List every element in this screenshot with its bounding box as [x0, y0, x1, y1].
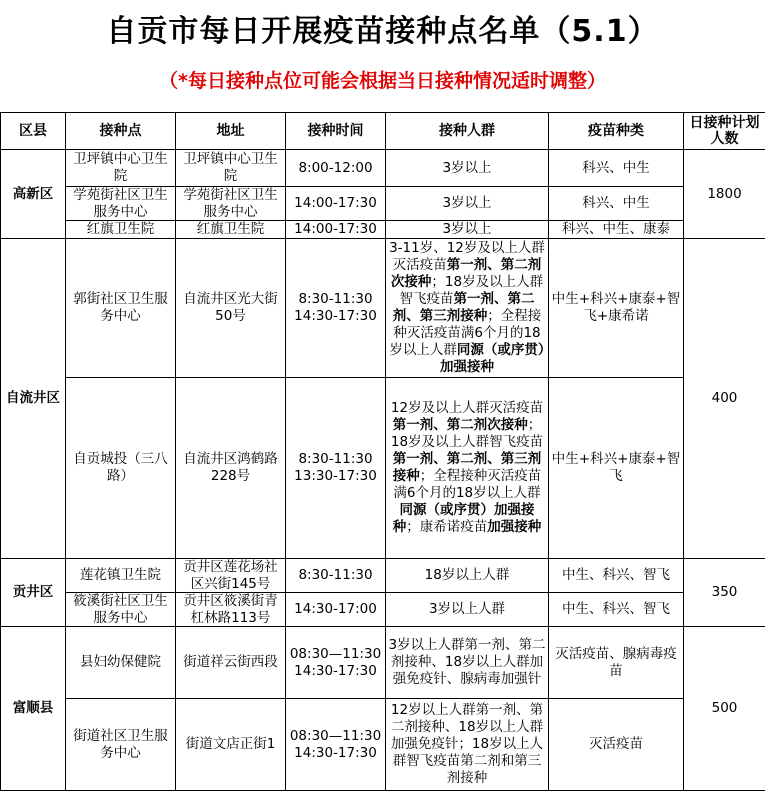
site-cell	[66, 187, 176, 221]
crowd-cell-text: 18岁以上人群	[424, 567, 510, 583]
plan-cell-text: 500	[711, 700, 738, 716]
time-cell-text: 8:30-11:30 13:30-17:30	[294, 451, 377, 484]
crowd-text-part: 12岁及以上人群灭活疫苗	[390, 400, 544, 416]
crowd-text-part: 第一剂、第二剂、第三剂接种	[392, 291, 535, 324]
crowd-cell-text: 3岁以上人群第一剂、第二剂接种、18岁以上人群加强免疫针、腺病毒加强针	[388, 637, 546, 687]
district-cell-text: 自流井区	[6, 390, 60, 406]
crowd-text-part: 第一剂、第二剂次接种	[392, 417, 528, 433]
table-row	[1, 187, 765, 221]
crowd-cell	[386, 239, 549, 378]
site-cell-text: 郭街社区卫生服务中心	[73, 291, 168, 324]
time-cell-text: 14:00-17:30	[294, 195, 377, 211]
address-cell-text: 街道文店正街1	[185, 736, 276, 752]
crowd-cell	[386, 378, 549, 559]
address-cell	[176, 221, 286, 239]
vaccination-table	[0, 112, 765, 791]
time-cell	[286, 187, 386, 221]
address-cell-text: 学苑街社区卫生服务中心	[183, 187, 278, 220]
address-cell-text: 自流井区鸿鹤路228号	[183, 451, 278, 484]
time-cell-text: 08:30—11:30 14:30-17:30	[289, 645, 382, 679]
site-cell-text: 筱溪街社区卫生服务中心	[73, 593, 168, 626]
time-cell	[286, 150, 386, 187]
header-crowd: 接种人群	[386, 113, 549, 150]
site-cell	[66, 699, 176, 791]
district-cell-text: 富顺县	[12, 700, 54, 716]
vaccine-cell	[549, 699, 684, 791]
crowd-cell	[386, 593, 549, 627]
crowd-cell-text	[388, 400, 546, 536]
site-cell	[66, 150, 176, 187]
site-cell-text: 自贡城投（三八路）	[73, 451, 168, 484]
table-row	[1, 150, 765, 187]
crowd-cell	[386, 221, 549, 239]
header-time: 接种时间	[286, 113, 386, 150]
vaccine-cell-text: 中生+科兴+康泰+智飞+康希诺	[551, 291, 681, 324]
crowd-text-part: ；全程接种灭活疫苗满6个月的18岁以上人群	[393, 468, 542, 501]
plan-cell-text: 1800	[707, 185, 742, 202]
site-cell	[66, 378, 176, 559]
time-cell	[286, 593, 386, 627]
site-cell	[66, 627, 176, 699]
crowd-text-part: 3-11岁、12岁及以上人群灭活疫苗	[389, 240, 545, 273]
crowd-cell	[386, 627, 549, 699]
time-cell-text: 8:30-11:30	[298, 567, 373, 583]
crowd-cell-text: 12岁以上人群第一剂、第二剂接种、18岁以上人群加强免疫针；18岁以上人群智飞疫苗第二剂和第三剂接种	[390, 702, 544, 786]
address-cell	[176, 699, 286, 791]
vaccine-cell	[549, 593, 684, 627]
time-cell	[286, 627, 386, 699]
crowd-text-part: ；全程接种灭活疫苗满6个月的18岁以上人群	[389, 308, 542, 358]
table-row	[1, 593, 765, 627]
site-cell-text: 县妇幼保健院	[80, 654, 161, 670]
plan-cell-text: 400	[711, 390, 738, 406]
address-cell-text: 街道祥云街西段	[183, 654, 278, 670]
address-cell	[176, 239, 286, 378]
header-plan: 日接种计划人数	[684, 113, 765, 150]
crowd-text-part: ；康希诺疫苗	[406, 519, 488, 535]
crowd-cell-text: 3岁以上	[442, 159, 492, 176]
table-row	[1, 627, 765, 699]
crowd-cell	[386, 699, 549, 791]
vaccine-cell-text: 中生、科兴、智飞	[562, 601, 670, 617]
vaccine-cell	[549, 239, 684, 378]
plan-cell	[684, 150, 765, 239]
address-cell-text: 自流井区光大街50号	[183, 291, 278, 324]
crowd-cell	[386, 559, 549, 593]
crowd-cell	[386, 187, 549, 221]
page-title: 自贡市每日开展疫苗接种点名单（5.1）	[106, 14, 659, 49]
crowd-text-part: ；18岁及以上人群智飞疫苗	[390, 417, 544, 450]
header-address: 地址	[176, 113, 286, 150]
address-cell-text: 贡井区筱溪街青杠林路113号	[183, 593, 278, 626]
site-cell	[66, 593, 176, 627]
site-cell-text: 学苑街社区卫生服务中心	[73, 187, 168, 220]
plan-cell	[684, 239, 765, 559]
crowd-cell-text	[388, 240, 546, 376]
address-cell	[176, 378, 286, 559]
time-cell-text: 8:30-11:30 14:30-17:30	[294, 291, 377, 324]
district-cell	[1, 559, 66, 627]
table-header-row	[1, 113, 765, 150]
vaccine-cell-text: 中生+科兴+康泰+智飞	[551, 451, 681, 484]
vaccine-cell	[549, 559, 684, 593]
crowd-text-part: 加强接种	[487, 519, 542, 535]
district-cell	[1, 627, 66, 791]
time-cell-text: 8:00-12:00	[298, 159, 373, 176]
vaccine-cell	[549, 221, 684, 239]
vaccine-cell	[549, 150, 684, 187]
site-cell	[66, 559, 176, 593]
vaccine-cell	[549, 378, 684, 559]
crowd-text-part: 同源（或序贯）加强接种	[392, 502, 535, 535]
header-site: 接种点	[66, 113, 176, 150]
district-cell	[1, 150, 66, 239]
crowd-text-part: 第一剂、第二剂次接种	[390, 257, 542, 290]
district-cell-text: 高新区	[12, 185, 54, 202]
table-body	[1, 150, 765, 791]
site-cell	[66, 239, 176, 378]
address-cell-text: 红旗卫生院	[196, 221, 265, 237]
header-district: 区县	[1, 113, 66, 150]
crowd-cell-text: 3岁以上	[442, 221, 492, 237]
crowd-text-part: ；18岁及以上人群智飞疫苗	[399, 274, 544, 307]
time-cell-text: 14:00-17:30	[294, 221, 377, 237]
address-cell	[176, 627, 286, 699]
site-cell	[66, 221, 176, 239]
district-cell-text: 贡井区	[12, 584, 54, 600]
table-row	[1, 699, 765, 791]
vaccine-cell-text: 灭活疫苗	[589, 736, 643, 752]
header-vaccine: 疫苗种类	[549, 113, 684, 150]
plan-cell	[684, 559, 765, 627]
crowd-cell-text: 3岁以上	[442, 195, 492, 211]
vaccine-cell-text: 科兴、中生、康泰	[562, 221, 670, 237]
vaccine-cell-text: 科兴、中生	[582, 195, 650, 211]
time-cell-text: 14:30-17:00	[294, 601, 377, 617]
site-cell-text: 卫坪镇中心卫生院	[73, 151, 168, 184]
time-cell	[286, 239, 386, 378]
crowd-cell	[386, 150, 549, 187]
time-cell-text: 08:30—11:30 14:30-17:30	[289, 727, 382, 761]
table-row	[1, 221, 765, 239]
table-row	[1, 378, 765, 559]
site-cell-text: 街道社区卫生服务中心	[73, 727, 168, 761]
address-cell	[176, 593, 286, 627]
vaccine-cell-text: 科兴、中生	[582, 159, 650, 176]
district-cell	[1, 239, 66, 559]
site-cell-text: 红旗卫生院	[86, 221, 155, 237]
page-subtitle: （*每日接种点位可能会根据当日接种情况适时调整）	[159, 70, 606, 92]
vaccine-cell-text: 灭活疫苗、腺病毒疫苗	[555, 645, 677, 679]
table-row	[1, 559, 765, 593]
crowd-text-part: 同源（或序贯）加强接种	[440, 342, 545, 375]
address-cell-text: 贡井区莲花场社区兴街145号	[183, 559, 278, 592]
time-cell	[286, 378, 386, 559]
address-cell	[176, 187, 286, 221]
plan-cell	[684, 627, 765, 791]
plan-cell-text: 350	[711, 584, 738, 600]
crowd-text-part: 第一剂、第二剂、第三剂接种	[392, 451, 542, 484]
time-cell	[286, 221, 386, 239]
vaccine-cell	[549, 187, 684, 221]
vaccine-cell-text: 中生、科兴、智飞	[562, 567, 670, 583]
time-cell	[286, 699, 386, 791]
site-cell-text: 莲花镇卫生院	[80, 567, 161, 583]
time-cell	[286, 559, 386, 593]
crowd-cell-text: 3岁以上人群	[428, 601, 506, 617]
address-cell	[176, 150, 286, 187]
address-cell	[176, 559, 286, 593]
vaccine-cell	[549, 627, 684, 699]
address-cell-text: 卫坪镇中心卫生院	[183, 151, 278, 184]
table-row	[1, 239, 765, 378]
